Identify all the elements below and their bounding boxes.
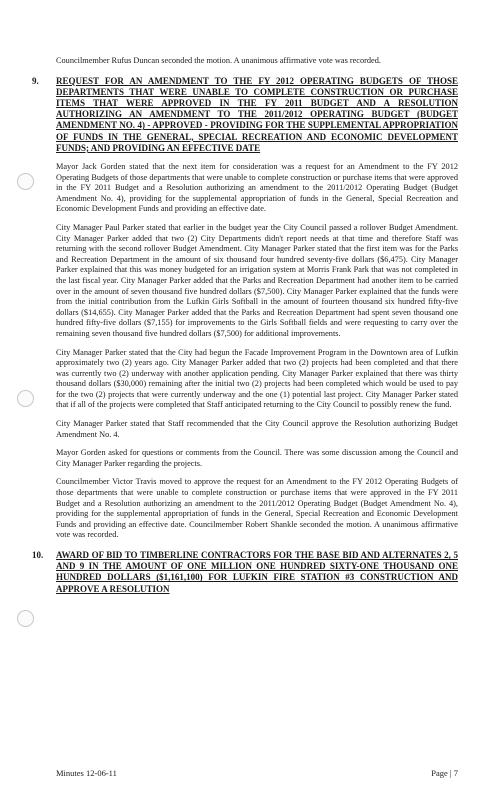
item-9-paragraph-5: Mayor Gorden asked for questions or comments from the Council. There was some discussion among the Council and City Manager Parker regarding the projects. — [56, 448, 458, 468]
page-footer — [56, 768, 458, 778]
punch-hole-middle — [17, 390, 34, 407]
item-9-paragraph-3: City Manager Parker stated that the City had begun the Facade Improvement Program in the Downtown area of Lufkin approximately two (2) years ago. City Manager Parker added that two (2) projects had been completed and that there was currently two (2) underway with another application pending. City Manager Parker explained that there was thirty thousand dollars ($30,000) remaining after the initial two (2) projects had been completed which would be used to pay for the two (2) projects that were currently underway and the one (1) potential last project. City Manager Parker stated that if all of the projects were completed that Staff anticipated returning to the City Council to possibly renew the fund. — [56, 347, 458, 410]
footer-page-number: Page | 7 — [431, 768, 458, 778]
item-9-heading: REQUEST FOR AN AMENDMENT TO THE FY 2012 OPERATING BUDGETS OF THOSE DEPARTMENTS THAT WERE UNABLE TO COMPLETE CONSTRUCTION OR PURCHASE ITEMS THAT WERE APPROVED IN THE FY 2011 BUDGET AND A RESOLUTION AUTHORIZING AN AMENDMENT TO THE 2011/2012 OPERATING BUDGET (BUDGET AMENDMENT NO. 4) - APPROVED - PROVIDING FOR THE SUPPLEMENTAL APPROPRIATION OF FUNDS IN THE GENERAL, SPECIAL RECREATION AND ECONOMIC DEVELOPMENT FUNDS; AND PROVIDING AN EFFECTIVE DATE — [56, 75, 458, 153]
item-9-paragraph-4: City Manager Parker stated that Staff recommended that the City Council approve the Resolution authorizing Budget Amendment No. 4. — [56, 419, 458, 439]
item-9-paragraph-2: City Manager Paul Parker stated that earlier in the budget year the City Council passed a rollover Budget Amendment. City Manager Parker added that two (2) City Departments didn't report needs at that time and therefore Staff was returning with the second rollover Budget Amendment. City Manager Parker stated that the first item was for the Parks and Recreation Department in the amount of six thousand four hundred seventy-five dollars ($6,475). City Manager Parker explained that this was money budgeted for an irrigation system at Morris Frank Park that was not completed in the last fiscal year. City Manager Parker added that the Parks and Recreation Department had another item to be carried over in the amount of seven thousand five hundred dollars ($7,500). City Manager Parker explained that the funds were from the initial contribution from the Lufkin Girls Softball in the amount of fourteen thousand six hundred fifty-five dollars ($14,655). City Manager Parker added that the Parks and Recreation Department had spent seven thousand one hundred fifty-five dollars ($7,155) for improvements to the Girls Softball fields and were requesting to carry over the remaining seven thousand five hundred dollars ($7,500) for additional improvements. — [56, 222, 458, 338]
punch-hole-bottom — [17, 610, 34, 627]
item-10-heading: AWARD OF BID TO TIMBERLINE CONTRACTORS FOR THE BASE BID AND ALTERNATES 2, 5 AND 9 IN THE AMOUNT OF ONE MILLION ONE HUNDRED SIXTY-ONE THOUSAND ONE HUNDRED DOLLARS ($1,161,100) FOR LUFKIN FIRE STATION #3 CONSTRUCTION AND APPROVE A RESOLUTION — [56, 550, 458, 594]
agenda-item-9 — [32, 75, 458, 154]
item-10-number: 10. — [32, 550, 44, 561]
item-9-number: 9. — [32, 75, 39, 86]
item-9-paragraph-6: Councilmember Victor Travis moved to approve the request for an Amendment to the FY 2012 Operating Budgets of those departments that were unable to complete construction or purchase items that were approved in the FY 2011 Budget and a Resolution authorizing an amendment to the 2011/2012 Operating Budget (Budget Amendment No. 4), providing for the supplemental appropriation of funds in the General, Special Recreation and Economic Development Funds and providing an effective date. Councilmember Robert Shankle seconded the motion. A unanimous affirmative vote was recorded. — [56, 477, 458, 540]
item-9-paragraph-1: Mayor Jack Gorden stated that the next item for consideration was a request for an Amendment to the FY 2012 Operating Budgets of those departments that were unable to complete construction or purchase items that were approved in the FY 2011 Budget and a Resolution authorizing an amendment to the 2011/2012 Operating Budget (Budget Amendment No. 4), providing for the supplemental appropriation of funds in the General, Special Recreation and Economic Development Funds and providing an effective date. — [56, 162, 458, 214]
document-body — [32, 56, 458, 595]
punch-hole-top — [17, 173, 34, 190]
footer-minutes-date: Minutes 12-06-11 — [56, 768, 117, 778]
agenda-item-10 — [32, 550, 458, 595]
continuation-paragraph: Councilmember Rufus Duncan seconded the motion. A unanimous affirmative vote was recorded. — [56, 56, 381, 65]
